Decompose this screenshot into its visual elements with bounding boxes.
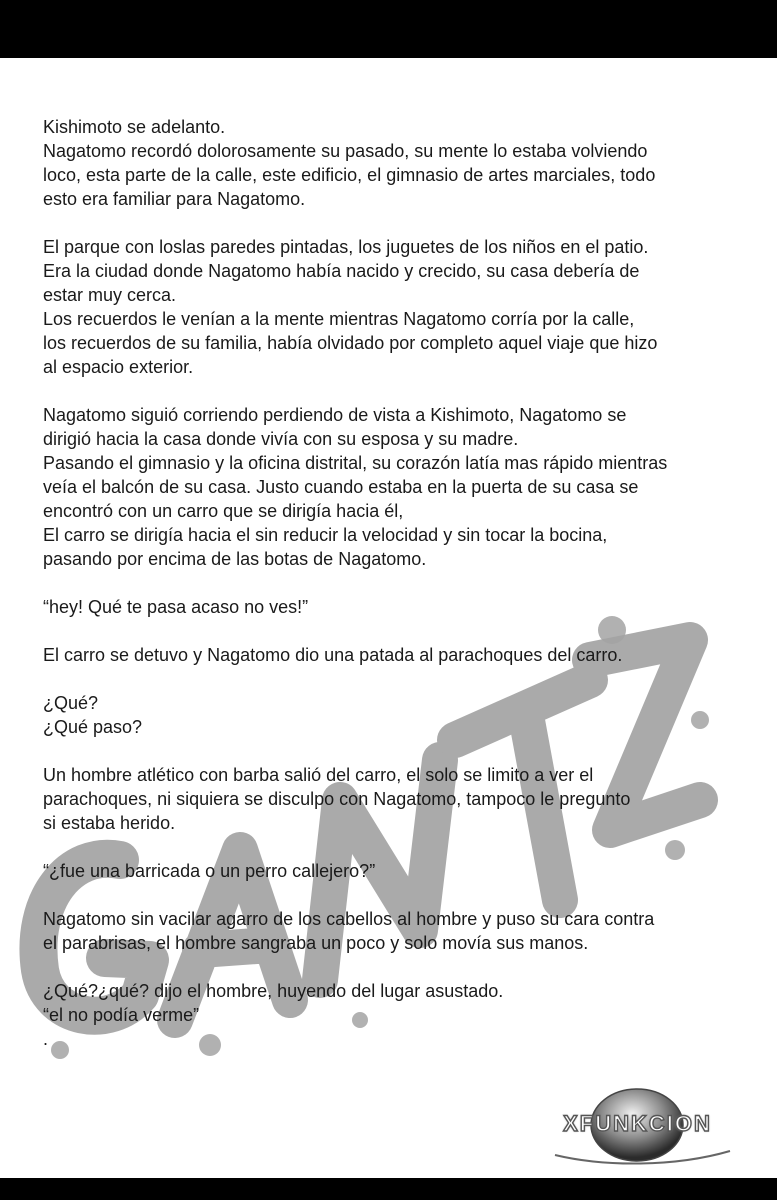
paragraph (43, 691, 755, 739)
text-line: Los recuerdos le venían a la mente mientras Nagatomo corría por la calle, (43, 309, 635, 329)
text-line: . (43, 1029, 49, 1049)
text-line: El carro se dirigía hacia el sin reducir la velocidad y sin tocar la bocina, (43, 525, 608, 545)
text-line: ¿Qué?¿qué? dijo el hombre, huyendo del lugar asustado. (43, 981, 504, 1001)
paragraph (43, 403, 755, 571)
text-line: al espacio exterior. (43, 357, 194, 377)
text-line: Kishimoto se adelanto. (43, 117, 226, 137)
paragraph (43, 115, 755, 211)
text-line: Nagatomo siguió corriendo perdiendo de vista a Kishimoto, Nagatomo se (43, 405, 627, 425)
paragraph (43, 235, 755, 379)
bottom-black-bar (0, 1178, 777, 1200)
xfunkcion-logo (515, 1085, 760, 1170)
text-line: parachoques, ni siquiera se disculpo con Nagatomo, tampoco le pregunto (43, 789, 631, 809)
text-line: El carro se detuvo y Nagatomo dio una patada al parachoques del carro. (43, 645, 623, 665)
story-text (43, 115, 755, 1075)
paragraph (43, 859, 755, 883)
text-line: Era la ciudad donde Nagatomo había nacido y crecido, su casa debería de (43, 261, 640, 281)
text-line: ¿Qué? (43, 693, 99, 713)
text-line: esto era familiar para Nagatomo. (43, 189, 306, 209)
logo-text: XFUNKCION (563, 1111, 712, 1136)
paragraph (43, 595, 755, 619)
top-black-bar (0, 0, 777, 58)
text-line: El parque con loslas paredes pintadas, los juguetes de los niños en el patio. (43, 237, 649, 257)
text-line: dirigió hacia la casa donde vivía con su esposa y su madre. (43, 429, 519, 449)
text-line: Pasando el gimnasio y la oficina distrital, su corazón latía mas rápido mientras (43, 453, 668, 473)
text-line: el parabrisas, el hombre sangraba un poco y solo movía sus manos. (43, 933, 589, 953)
text-line: loco, esta parte de la calle, este edificio, el gimnasio de artes marciales, todo (43, 165, 656, 185)
paragraph (43, 907, 755, 955)
text-line: veía el balcón de su casa. Justo cuando estaba en la puerta de su casa se (43, 477, 639, 497)
text-line: encontró con un carro que se dirigía hacia él, (43, 501, 404, 521)
text-line: pasando por encima de las botas de Nagatomo. (43, 549, 427, 569)
text-line: si estaba herido. (43, 813, 176, 833)
text-line: estar muy cerca. (43, 285, 177, 305)
text-line: Nagatomo recordó dolorosamente su pasado, su mente lo estaba volviendo (43, 141, 648, 161)
paragraph (43, 979, 755, 1051)
text-line: Nagatomo sin vacilar agarro de los cabellos al hombre y puso su cara contra (43, 909, 655, 929)
text-line: los recuerdos de su familia, había olvidado por completo aquel viaje que hizo (43, 333, 658, 353)
paragraph (43, 643, 755, 667)
text-line: Un hombre atlético con barba salió del carro, el solo se limito a ver el (43, 765, 594, 785)
paragraph (43, 763, 755, 835)
text-line: “el no podía verme” (43, 1005, 200, 1025)
text-line: “¿fue una barricada o un perro callejero?” (43, 861, 376, 881)
text-line: “hey! Qué te pasa acaso no ves!” (43, 597, 309, 617)
text-line: ¿Qué paso? (43, 717, 143, 737)
